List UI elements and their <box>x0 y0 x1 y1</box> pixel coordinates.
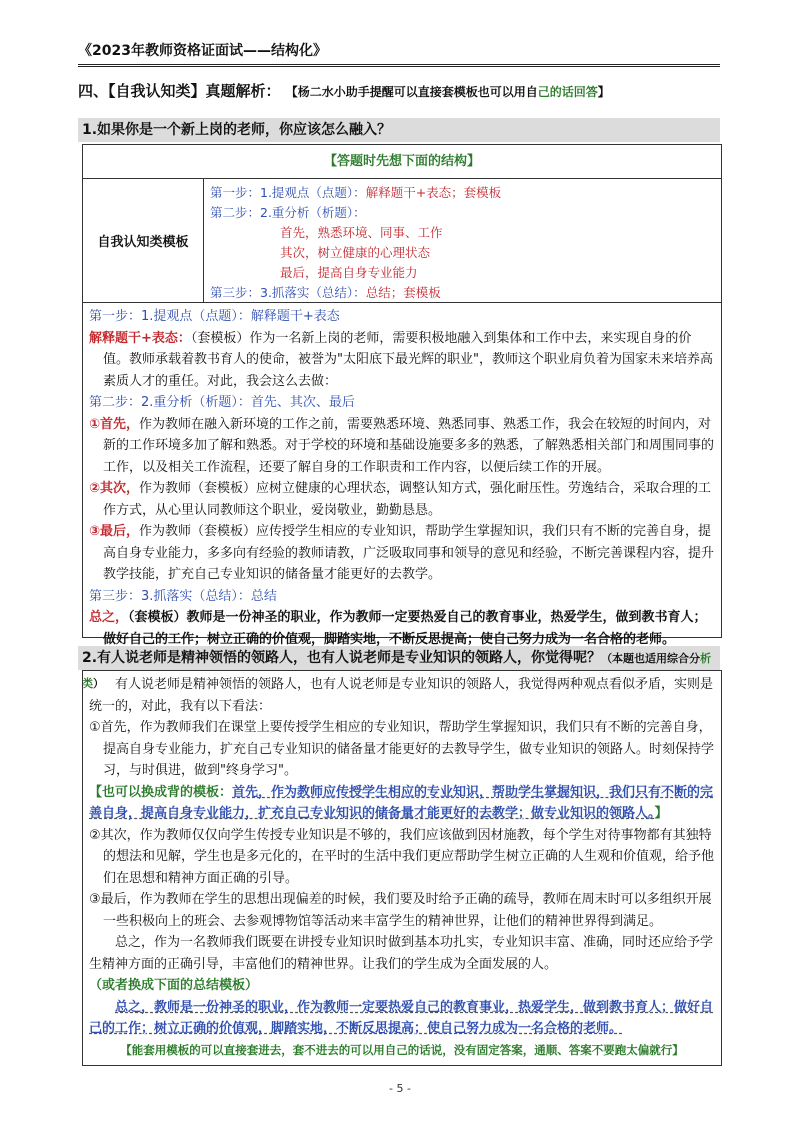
step3-value: 总结；套模板 <box>365 285 441 300</box>
answer-paragraph-5 <box>89 607 715 650</box>
step2-first: 首先，熟悉环境、同事、工作 <box>280 225 443 240</box>
answer-step1: 第一步：1.提观点（点题）：解释题干+表态 <box>89 309 340 324</box>
answer-p2-lead: ①首先， <box>89 416 140 432</box>
section-note-green: 己的话回答 <box>537 85 598 99</box>
answer-p2-text: 作为教师在融入新环境的工作之前，需要熟悉环境、熟悉同事、熟悉工作，我会在较短的时间内，对新的工作环境多加了解和熟悉。对于学校的环境和基础设施要多多的熟悉，了解熟悉相关部门和周围同事的工作，以及相关工作流程，还要了解自身的工作职责和工作内容，以便后续工作的开展。 <box>103 416 715 475</box>
template-label: 自我认知类模板 <box>83 179 204 302</box>
structure-header: 【答题时先想下面的结构】 <box>83 145 721 179</box>
answer-p3-text: 作为教师（套模板）应树立健康的心理状态，调整认知方式，强化耐压性。劳逸结合，采取合理的工作方式，从心里认同教师这个职业，爱岗敬业，勤勤恳恳。 <box>103 481 712 518</box>
answer-paragraph-3 <box>89 478 715 521</box>
step2-label: 第二步：2.重分析（析题）： <box>210 205 366 220</box>
q2-paragraph-1: 有人说老师是精神领悟的领路人，也有人说老师是专业知识的领路人，我觉得两种观点看似矛盾，实则是统一的，对此，我有以下看法： <box>89 677 714 714</box>
question-2-title <box>78 646 720 690</box>
question-2-answer <box>83 671 721 1040</box>
answer-p5-lead: 总之， <box>89 610 129 625</box>
section-note-black: 【杨二水小助手提醒可以直接套模板也可以用自 <box>285 85 538 99</box>
template-row <box>83 179 721 303</box>
section-note <box>286 85 610 99</box>
question-1-box <box>82 144 722 647</box>
section-title <box>78 80 738 101</box>
answer-p4-text: 作为教师（套模板）应传授学生相应的专业知识，帮助学生掌握知识，我们只有不断的完善自身，提高自身专业能力，多多向有经验的教师请教，广泛吸取同事和领导的意见和经验，不断完善课程内容，提升教学技能，扩充自己专业知识的储备量才能更好的去教学。 <box>103 524 715 582</box>
answer-p5-text: （套模板）教师是一份神圣的职业，作为教师一定要热爱自己的教育事业，热爱学生，做到教书育人；做好自己的工作；树立正确的价值观，脚踏实地，不断反思提高；使自己努力成为一名合格的老师。 <box>103 610 707 647</box>
section-heading: 四、【自我认知类】真题解析： <box>78 82 281 100</box>
question-2-box <box>82 670 722 1066</box>
question-2-note-end: ） <box>93 677 104 690</box>
q2-paragraph-6: 总之，作为一名教师我们既要在讲授专业知识时做到基本功扎实，专业知识丰富、准确，同时还应给予学生精神方面的正确引导，丰富他们的精神世界。让我们的学生成为全面发展的人。 <box>89 935 714 972</box>
step1-label: 第一步：1.提观点（点题）： <box>210 185 366 200</box>
step1-value: 解释题干+表态；套模板 <box>365 185 502 200</box>
page-header: 《2023年教师资格证面试——结构化》 <box>78 40 720 67</box>
q2-paragraph-3 <box>89 782 715 825</box>
template-steps <box>204 179 721 302</box>
answer-paragraph-1 <box>89 328 715 393</box>
question-2-text: 2.有人说老师是精神领悟的领路人，也有人说老师是专业知识的领路人，你觉得呢？ <box>82 650 602 666</box>
answer-step2: 第二步：2.重分析（析题）：首先、其次、最后 <box>89 395 355 410</box>
page-number: - 5 - <box>389 1082 411 1095</box>
answer-p3-lead: ②其次， <box>89 481 140 496</box>
question-2-note-black: （本题也适用综合分 <box>601 652 701 665</box>
q2-paragraph-2: ①首先，作为教师我们在课堂上要传授学生相应的专业知识，帮助学生掌握知识，我们只有不断的完善自身，提高自身专业能力，扩充自己专业知识的储备量才能更好的去教导学生，做专业知识的领路人。时刻保持学习，与时俱进，做到"终身学习"。 <box>89 720 715 778</box>
q2-paragraph-8: 总之，教师是一份神圣的职业，作为教师一定要热爱自己的教育事业，热爱学生，做到教书育人；做好自己的工作；树立正确的价值观，脚踏实地，不断反思提高；使自己努力成为一名合格的老师。 <box>89 999 714 1036</box>
question-1-answer <box>83 303 721 650</box>
answer-p1-lead: 解释题干+表态： <box>89 330 191 346</box>
q2-p3-end: 】 <box>654 806 668 821</box>
q2-paragraph-7: （或者换成下面的总结模板） <box>89 978 259 993</box>
answer-step3: 第三步：3.抓落实（总结）：总结 <box>89 588 277 604</box>
q2-paragraph-4: ②其次，作为教师仅仅向学生传授专业知识是不够的，我们应该做到因材施教，每个学生对待事物都有其独特的想法和见解，学生也是多元化的，在平时的生活中我们更应帮助学生树立正确的人生观和价值观，给予他们在思想和精神方面正确的引导。 <box>89 827 715 886</box>
step2-second: 其次，树立健康的心理状态 <box>280 245 431 260</box>
q2-p3-template: 首先，作为教师应传授学生相应的专业知识，帮助学生掌握知识，我们只有不断的完善自身，提高自身专业能力，扩充自己专业知识的储备量才能更好的去教学；做专业知识的领路人。 <box>89 784 714 821</box>
question-1-title: 1.如果你是一个新上岗的老师，你应该怎么融入？ <box>78 118 720 142</box>
answer-paragraph-2 <box>89 414 715 479</box>
q2-paragraph-5: ③最后，作为教师在学生的思想出现偏差的时候，我们要及时给予正确的疏导，教师在周末时可以多组织开展一些积极向上的班会、去参观博物馆等活动来丰富学生的精神世界，让他们的精神世界得到满足。 <box>89 892 712 929</box>
answer-paragraph-4 <box>89 521 715 586</box>
step2-last: 最后，提高自身专业能力 <box>280 265 418 280</box>
question-2-note-green: 析类 <box>82 652 712 690</box>
section-note-end: 】 <box>597 85 610 99</box>
step3-label: 第三步：3.抓落实（总结）： <box>210 285 366 300</box>
q2-p3-lead: 【也可以换成背的模板： <box>89 784 233 800</box>
answer-p1-text: （套模板）作为一名新上岗的老师，需要积极地融入到集体和工作中去，来实现自身的价值。教师承载着教书育人的使命，被誉为"太阳底下最光辉的职业"，教师这个职业肩负着为国家未来培养高素质人才的重任。对此，我会这么去做： <box>103 330 713 389</box>
footnote: 【能套用模板的可以直接套进去，套不进去的可以用自己的话说，没有固定答案，通顺、答案不要跑太偏就行】 <box>120 1043 684 1057</box>
answer-p4-lead: ③最后， <box>89 524 140 539</box>
